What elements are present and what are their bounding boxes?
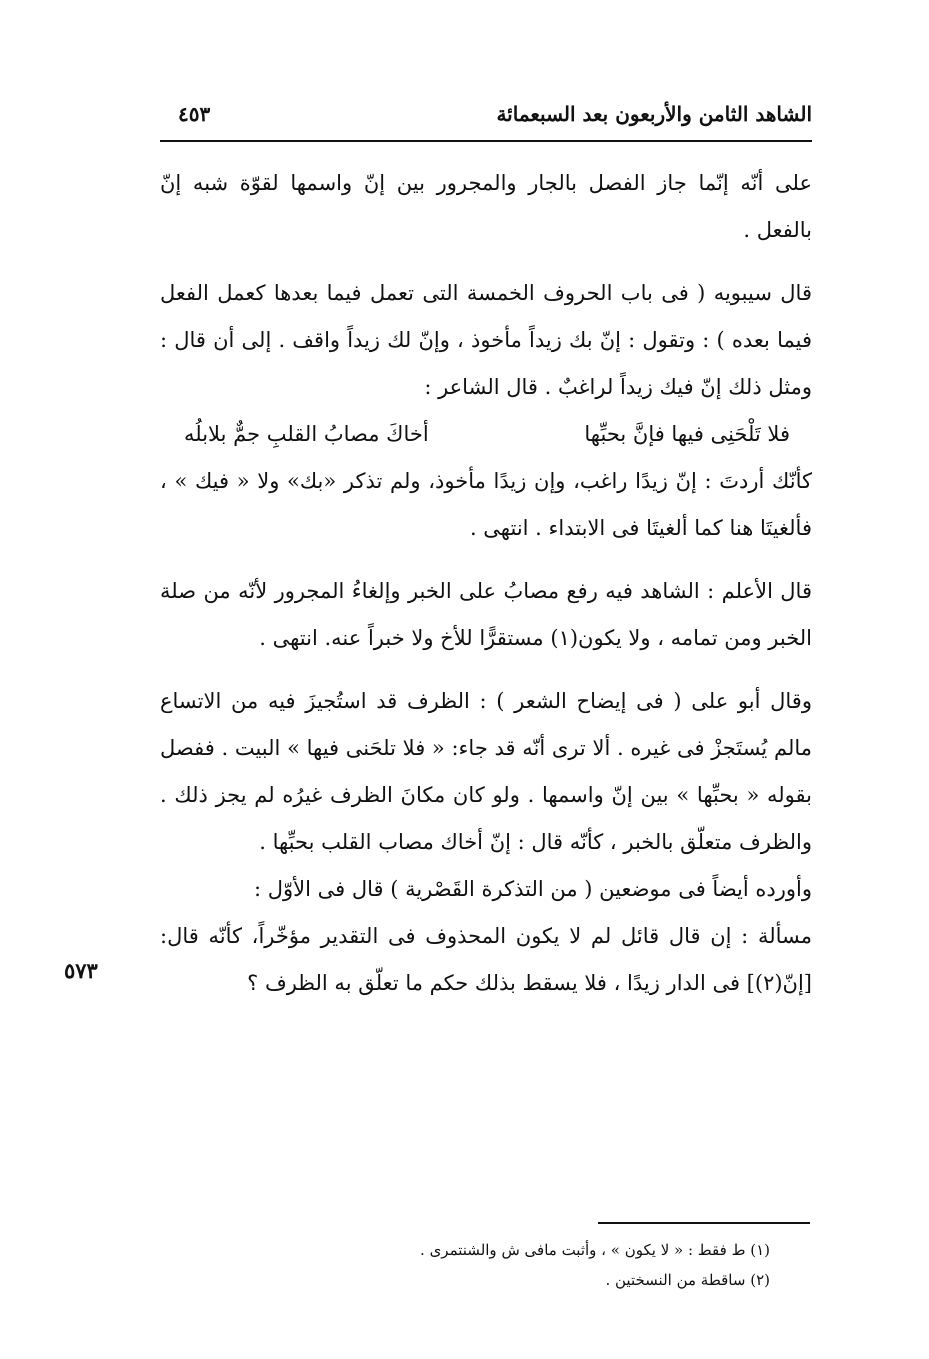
paragraph: كأنّك أردتَ : إنّ زيدًا راغب، وإن زيدًا مأخوذ، ولم تذكر «بك» ولا « فيك » ، فألغيتَا هنا كما ألغيتَا فى الابتداء . انتهى . [160,469,812,540]
main-text [160,160,812,1007]
footnote-rule [598,1222,810,1224]
page-number: ٤٥٣ [178,102,211,126]
paragraph: وقال أبو على ( فى إيضاح الشعر ) : الظرف قد استُجيزَ فيه من الاتساع مالم يُستَجزْ فى غيره . ألا ترى أنّه قد جاء: « فلا تلحَنى فيها » البيت . ففصل بقوله « بحبِّها » بين إنّ واسمها . ولو كان مكانَ الظرف غيرُه لم يجز ذلك . والظرف متعلّق بالخبر ، كأنّه قال : إنّ أخاك مصاب القلب بحبِّها . [160,689,812,854]
paragraph: مسألة : إن قال قائل لم لا يكون المحذوف فى التقدير مؤخّراً، كأنّه قال: [إنّ(٢)] فى الدار زيدًا ، فلا يسقط بذلك حكم ما تعلّق به الظرف ؟ [160,924,812,995]
verse-second-hemistich: أخاكَ مصابُ القلبِ جمٌّ بلابلُه [184,422,429,446]
header-rule [160,140,812,142]
footnote: (٢) ساقطة من النسختين . [605,1271,770,1289]
poetry-verse [160,411,812,458]
paragraph: قال الأعلم : الشاهد فيه رفع مصابُ على الخبر وإلغاءُ المجرور لأنّه من صلة الخبر ومن تمامه ، ولا يكون(١) مستقرًّا للأخ ولا خبراً عنه. انتهى . [160,579,812,650]
verse-first-hemistich: فلا تَلْحَنِى فيها فإنَّ بحبِّها [584,422,790,446]
margin-reference-number: ٥٧٣ [64,958,98,983]
paragraph: على أنّه إنّما جاز الفصل بالجار والمجرور بين إنّ واسمها لقوّة شبه إنّ بالفعل . [160,171,812,242]
footnotes [300,1235,770,1295]
paragraph: وأورده أيضاً فى موضعين ( من التذكرة القَصْرية ) قال فى الأوّل : [253,877,812,901]
running-title: الشاهد الثامن والأربعون بعد السبعمائة [496,102,812,126]
paragraph: قال سيبويه ( فى باب الحروف الخمسة التى تعمل فيما بعدها كعمل الفعل فيما بعده ) : وتقول : إنّ بك زيداً مأخوذ ، وإنّ لك زيداً واقف . إلى أن قال : ومثل ذلك إنّ فيك زيداً لراغبٌ . قال الشاعر : [160,281,812,399]
running-header [160,96,812,136]
footnote: (١) ط فقط : « لا يكون » ، وأثبت مافى ش والشنتمرى . [420,1241,770,1259]
